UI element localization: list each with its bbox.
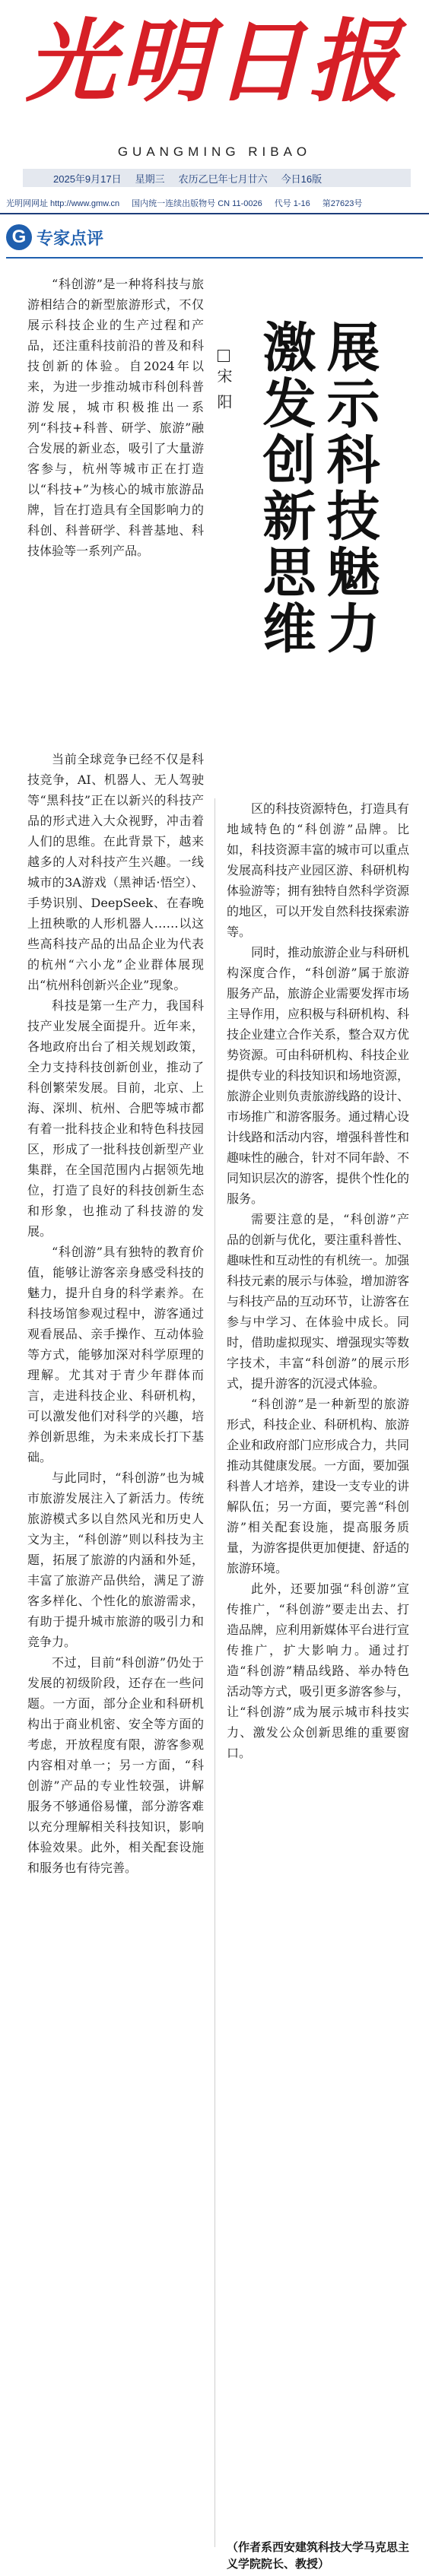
headline-block: [213, 319, 418, 776]
article-column-right: [227, 798, 409, 2540]
cn-number: 国内统一连续出版物号 CN 11-0026: [132, 199, 262, 208]
headline-line-2: 激发创新思维: [254, 319, 317, 657]
section-header: [6, 220, 103, 254]
section-divider: [6, 257, 423, 259]
masthead: [0, 0, 429, 159]
article-column-left-top: [27, 274, 204, 730]
newspaper-logo: 光明日报: [25, 8, 403, 114]
byline: [213, 350, 235, 420]
postal-code: 代号 1-16: [274, 199, 310, 208]
paragraph: 同时，推动旅游企业与科研机构深度合作，“科创游”属于旅游服务产品，旅游企业需要发挥市场主导作用，应积极与科研机构、科技企业建立合作关系，整合双方优势资源。可由科研机构、科技企业提供专业的科技知识和场地资源，旅游企业则负责旅游线路的设计、市场推广和游客服务。通过精心设计线路和活动内容，增强科普性和趣味性的融合，针对不同年龄、不同知识层次的游客，提供个性化的服务。: [227, 945, 409, 1206]
section-logo-icon: G: [6, 224, 32, 250]
publication-info: [0, 195, 429, 211]
website-text: 光明网网址 http://www.gmw.cn: [6, 199, 120, 208]
newspaper-subtitle: GUANGMING RIBAO: [117, 144, 312, 159]
paragraph: 区的科技资源特色，打造具有地域特色的“科创游”品牌。比如，科技资源丰富的城市可以重点发展高科技产业园区游、科研机构体验游等；拥有独特自然科学资源的地区，可以开发自然科技探索游等。: [227, 801, 409, 939]
paragraph: 与此同时，“科创游”也为城市旅游发展注入了新活力。传统旅游模式多以自然风光和历史人文为主，“科创游”则以科技为主题，拓展了旅游的内涵和外延，丰富了旅游产品供给，满足了游客多样化、个性化的旅游需求，有助于提升城市旅游的吸引力和竞争力。: [27, 1470, 204, 1649]
paragraph: 不过，目前“科创游”仍处于发展的初级阶段，还存在一些问题。一方面，部分企业和科研机构出于商业机密、安全等方面的考虑，开放程度有限，游客参观内容相对单一；另一方面，“科创游”产品的专业性较强，讲解服务不够通俗易懂，部分游客难以充分理解相关科技知识，影响体验效果。此外，相关配套设施和服务也有待完善。: [27, 1655, 204, 1875]
issue-date: 2025年9月17日: [53, 173, 122, 185]
page-count: 今日16版: [281, 173, 323, 185]
paragraph: 此外，还要加强“科创游”宣传推广，“科创游”要走出去、打造品牌，应利用新媒体平台进行宣传推广，扩大影响力。通过打造“科创游”精品线路、举办特色活动等方式，吸引更多游客参与，让“科创游”成为展示城市科技实力、激发公众创新思维的重要窗口。: [227, 1581, 409, 1760]
issue-number: 第27623号: [322, 199, 363, 208]
paragraph: 需要注意的是，“科创游”产品的创新与优化，要注重科普性、趣味性和互动性的有机统一。加强科技元素的展示与体验，增加游客与科技产品的互动环节，让游客在参与中学习、在体验中成长。同时，借助虚拟现实、增强现实等数字技术，丰富“科创游”的展示形式，提升游客的沉浸式体验。: [227, 1212, 409, 1391]
byline-name: 宋阳: [214, 368, 233, 420]
paragraph: “科创游”是一种新型的旅游形式，科技企业、科研机构、旅游企业和政府部门应形成合力，共同推动其健康发展。一方面，要加强科普人才培养，建设一支专业的讲解队伍；另一方面，要完善“科创游”相关配套设施，提高服务质量，为游客提供更加便捷、舒适的旅游环境。: [227, 1397, 409, 1575]
header-rule: [0, 213, 429, 214]
paragraph: 当前全球竞争已经不仅是科技竞争，AI、机器人、无人驾驶等“黑科技”正在以新兴的科技产品的形式进入大众视野，冲击着人们的思维。在此背景下，越来越多的人对科技产生兴趣。一线城市的3A游戏（黑神话·悟空）、手势识别、DeepSeek、在春晚上扭秧歌的人形机器人……以这些高科技产品的出品企业为代表的杭州“六小龙”企业群体展现出“杭州科创新兴企业”现象。: [27, 752, 204, 992]
column-divider: [214, 798, 215, 2547]
paragraph: 科技是第一生产力，我国科技产业发展全面提升。近年来，各地政府出台了相关规划政策，全力支持科技创新创业，推动了科创繁荣发展。目前，北京、上海、深圳、杭州、合肥等城市都有着一批科技企业和特色科技园区，形成了一批科技创新型产业集群，在全国范围内占据领先地位，打造了良好的科技创新生态和形象，也推动了科技游的发展。: [27, 998, 204, 1239]
article-column-left: [27, 749, 204, 2452]
paragraph: “科创游”具有独特的教育价值，能够让游客亲身感受科技的魅力，提升自身的科学素养。在科技场馆参观过程中，游客通过观看展品、亲手操作、互动体验等方式，能够加深对科学原理的理解。尤其对于青少年群体而言，走进科技企业、科研机构，可以激发他们对科学的兴趣，培养创新思维，为未来成长打下基础。: [27, 1245, 204, 1464]
headline-line-1: 展示科技魅力: [318, 319, 381, 657]
paragraph: “科创游”是一种将科技与旅游相结合的新型旅游形式，不仅展示科技企业的生产过程和产品，还注重科技前沿的普及和科技创新的体验。自2024年以来，为进一步推动城市科创科普游发展，城市积极推出一系列“科技+科普、研学、旅游”融合发展的新业态，吸引了大量游客参与，杭州等城市正在打造以“科技+”为核心的城市旅游品牌，旨在打造具有全国影响力的科创、科普研学、科普基地、科技体验等一系列产品。: [27, 277, 204, 558]
section-label: 专家点评: [37, 228, 104, 248]
lunar-date: 农历乙巳年七月廿六: [178, 173, 268, 185]
byline-marker-icon: [218, 350, 230, 362]
issue-weekday: 星期三: [135, 173, 165, 185]
author-note: （作者系西安建筑科技大学马克思主义学院院长、教授）: [227, 2541, 410, 2571]
dateline-bar: [23, 169, 411, 187]
